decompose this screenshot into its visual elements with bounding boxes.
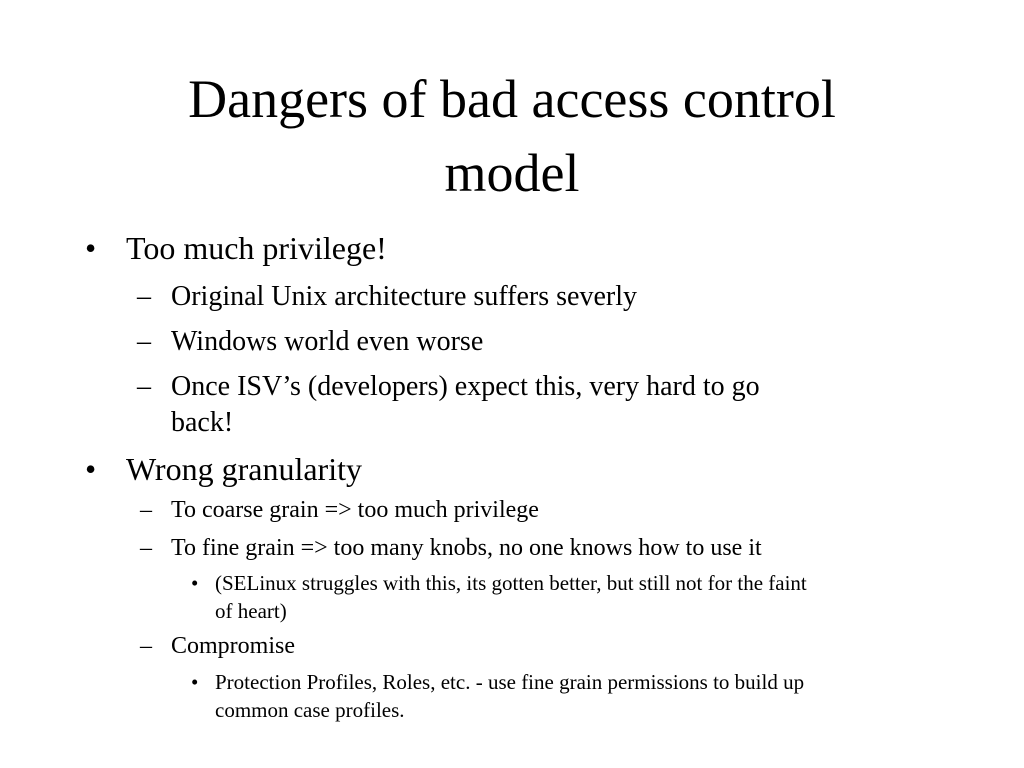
sub-sub-bullet-text — [215, 569, 807, 625]
dash-marker: – — [140, 633, 152, 659]
sub-bullet-text: Compromise — [171, 633, 295, 659]
sub-sub-bullet-text-line-1: (SELinux struggles with this, its gotten better, but still not for the faint — [215, 571, 807, 595]
dash-marker: – — [137, 371, 151, 402]
bullet-text: Too much privilege! — [126, 230, 387, 266]
bullet-marker: • — [85, 451, 97, 487]
dash-marker: – — [140, 535, 152, 561]
sub-sub-bullet-text-line-1: Protection Profiles, Roles, etc. - use fine grain permissions to build up — [215, 670, 805, 694]
dash-marker: – — [137, 326, 151, 357]
bullet-text: Wrong granularity — [126, 451, 362, 487]
sub-bullet-text: To fine grain => too many knobs, no one knows how to use it — [171, 535, 762, 561]
slide-title-line-2: model — [444, 143, 580, 203]
sub-bullet-marker: • — [191, 670, 199, 694]
dash-marker: – — [140, 497, 152, 523]
dash-marker: – — [137, 281, 151, 312]
bullet-marker: • — [85, 230, 97, 266]
sub-bullet-text: Windows world even worse — [171, 326, 484, 357]
sub-sub-bullet-text — [215, 668, 804, 724]
slide-title-line-1: Dangers of bad access control — [188, 69, 836, 129]
sub-bullet-text — [171, 369, 760, 441]
sub-sub-bullet-text-line-2: of heart) — [215, 599, 287, 623]
sub-bullet-text-line-2: back! — [171, 407, 234, 438]
slide-title — [60, 62, 964, 210]
sub-bullet-text: Original Unix architecture suffers severly — [171, 281, 637, 312]
sub-bullet-marker: • — [191, 571, 199, 595]
sub-sub-bullet-text-line-2: common case profiles. — [215, 698, 405, 722]
sub-bullet-text: To coarse grain => too much privilege — [171, 497, 539, 523]
sub-bullet-text-line-1: Once ISV’s (developers) expect this, very hard to go — [171, 371, 760, 402]
